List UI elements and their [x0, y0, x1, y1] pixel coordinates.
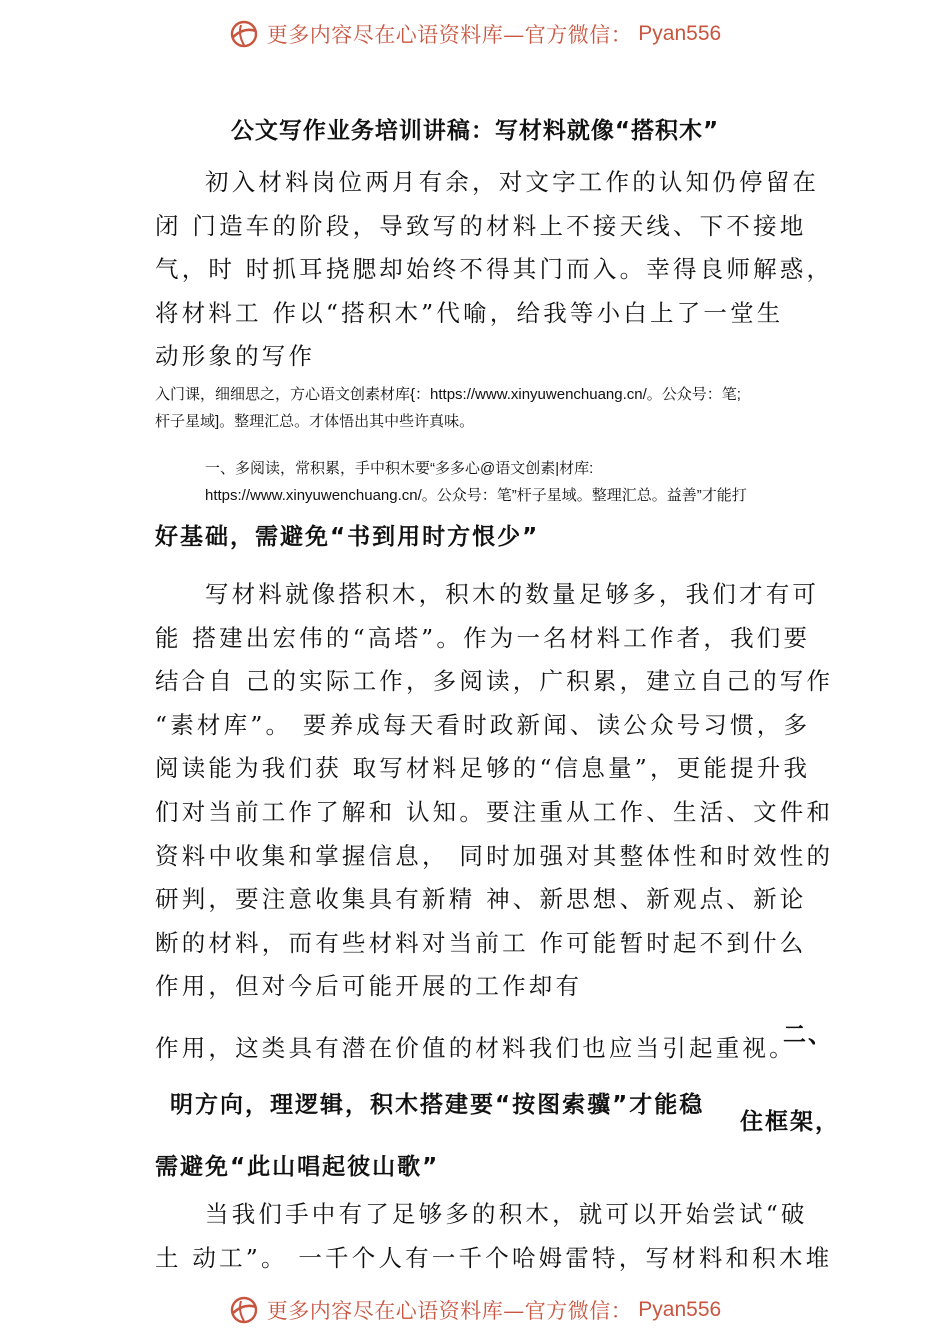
note-line: https://www.xinyuwenchuang.cn/。公众号：笔”杆子星域。整理汇总。益善”才能打 — [205, 487, 747, 504]
note-two — [205, 455, 747, 509]
section-heading-two-main: 明方向，理逻辑，积木搭建要“按图索骥”才能稳 — [170, 1092, 705, 1118]
note-one — [155, 381, 741, 435]
intro-line: 动形象的写作 — [155, 342, 316, 371]
note-line: 一、多阅读，常积累，手中积木要“多多心@语文创素|材库: — [205, 460, 594, 477]
section-heading-two-tail: 住框架， — [740, 1109, 840, 1135]
section-one-end-line: 作用，这类具有潜在价值的材料我们也应当引起重视。 — [155, 1034, 796, 1062]
section-one-line: 作用，但对今后可能开展的工作却有 — [155, 972, 583, 1001]
watermark-wechat-id: Pyan556 — [638, 22, 722, 45]
section-heading-one: 好基础，需避免“书到用时方恨少” — [155, 524, 540, 550]
section-one-line: “素材库”。 要养成每天看时政新闻、读公众号习惯，多 — [155, 710, 811, 739]
section-one-line: 写材料就像搭积木，积木的数量足够多，我们才有可 — [205, 580, 820, 608]
section-two-line: 土 动工”。 一千个人有一千个哈姆雷特，写材料和积木堆 — [155, 1243, 833, 1272]
watermark-logo-icon — [229, 1295, 259, 1325]
section-one-line: 结合自 己的实际工作，多阅读，广积累，建立自己的写作 — [155, 667, 834, 696]
section-two-paragraph — [155, 1193, 833, 1280]
intro-line: 气，时 时抓耳挠腮却始终不得其门而入。幸得良师解惑， — [155, 255, 834, 284]
watermark-banner-bottom — [0, 1290, 950, 1330]
section-one-line: 断的材料，而有些材料对当前工 作可能暂时起不到什么 — [155, 928, 807, 957]
section-one-line: 能 搭建出宏伟的“高塔”。作为一名材料工作者，我们要 — [155, 623, 811, 652]
section-two-line: 当我们手中有了足够多的积木，就可以开始尝试“破 — [205, 1200, 808, 1228]
section-one-line: 研判，要注意收集具有新精 神、新思想、新观点、新论 — [155, 885, 807, 914]
watermark-banner-top — [0, 14, 950, 54]
watermark-wechat-id: Pyan556 — [638, 1298, 722, 1321]
note-line: 杆子星域]。整理汇总。才体悟出其中些许真味。 — [155, 413, 475, 430]
document-title: 公文写作业务培训讲稿：写材料就像“搭积木” — [230, 118, 720, 144]
section-one-line: 们对当前工作了解和 认知。要注重从工作、生活、文件和 — [155, 797, 834, 826]
note-line: 入门课，细细思之，方心语文创素材库{：https://www.xinyuwenchuang.cn/。公众号：笔; — [155, 386, 741, 403]
watermark-text: 更多内容尽在心语资料库—官方微信： — [266, 23, 633, 47]
watermark-logo-icon — [229, 19, 259, 49]
section-heading-two-line2: 需避免“此山唱起彼山歌” — [155, 1154, 440, 1180]
intro-line: 初入材料岗位两月有余，对文字工作的认知仍停留在 — [205, 168, 820, 196]
intro-paragraph — [155, 161, 834, 379]
intro-line: 将材料工 作以“搭积木”代喻，给我等小白上了一堂生 — [155, 298, 784, 327]
section-heading-two-prefix: 二、 — [783, 1022, 833, 1048]
section-one-end — [155, 1027, 796, 1071]
intro-line: 闭 门造车的阶段，导致写的材料上不接天线、下不接地 — [155, 211, 807, 240]
section-one-line: 阅读能为我们获 取写材料足够的“信息量”，更能提升我 — [155, 754, 811, 783]
watermark-text: 更多内容尽在心语资料库—官方微信： — [266, 1299, 633, 1323]
section-one-line: 资料中收集和掌握信息， 同时加强对其整体性和时效性的 — [155, 841, 834, 870]
section-one-paragraph — [155, 573, 834, 1009]
